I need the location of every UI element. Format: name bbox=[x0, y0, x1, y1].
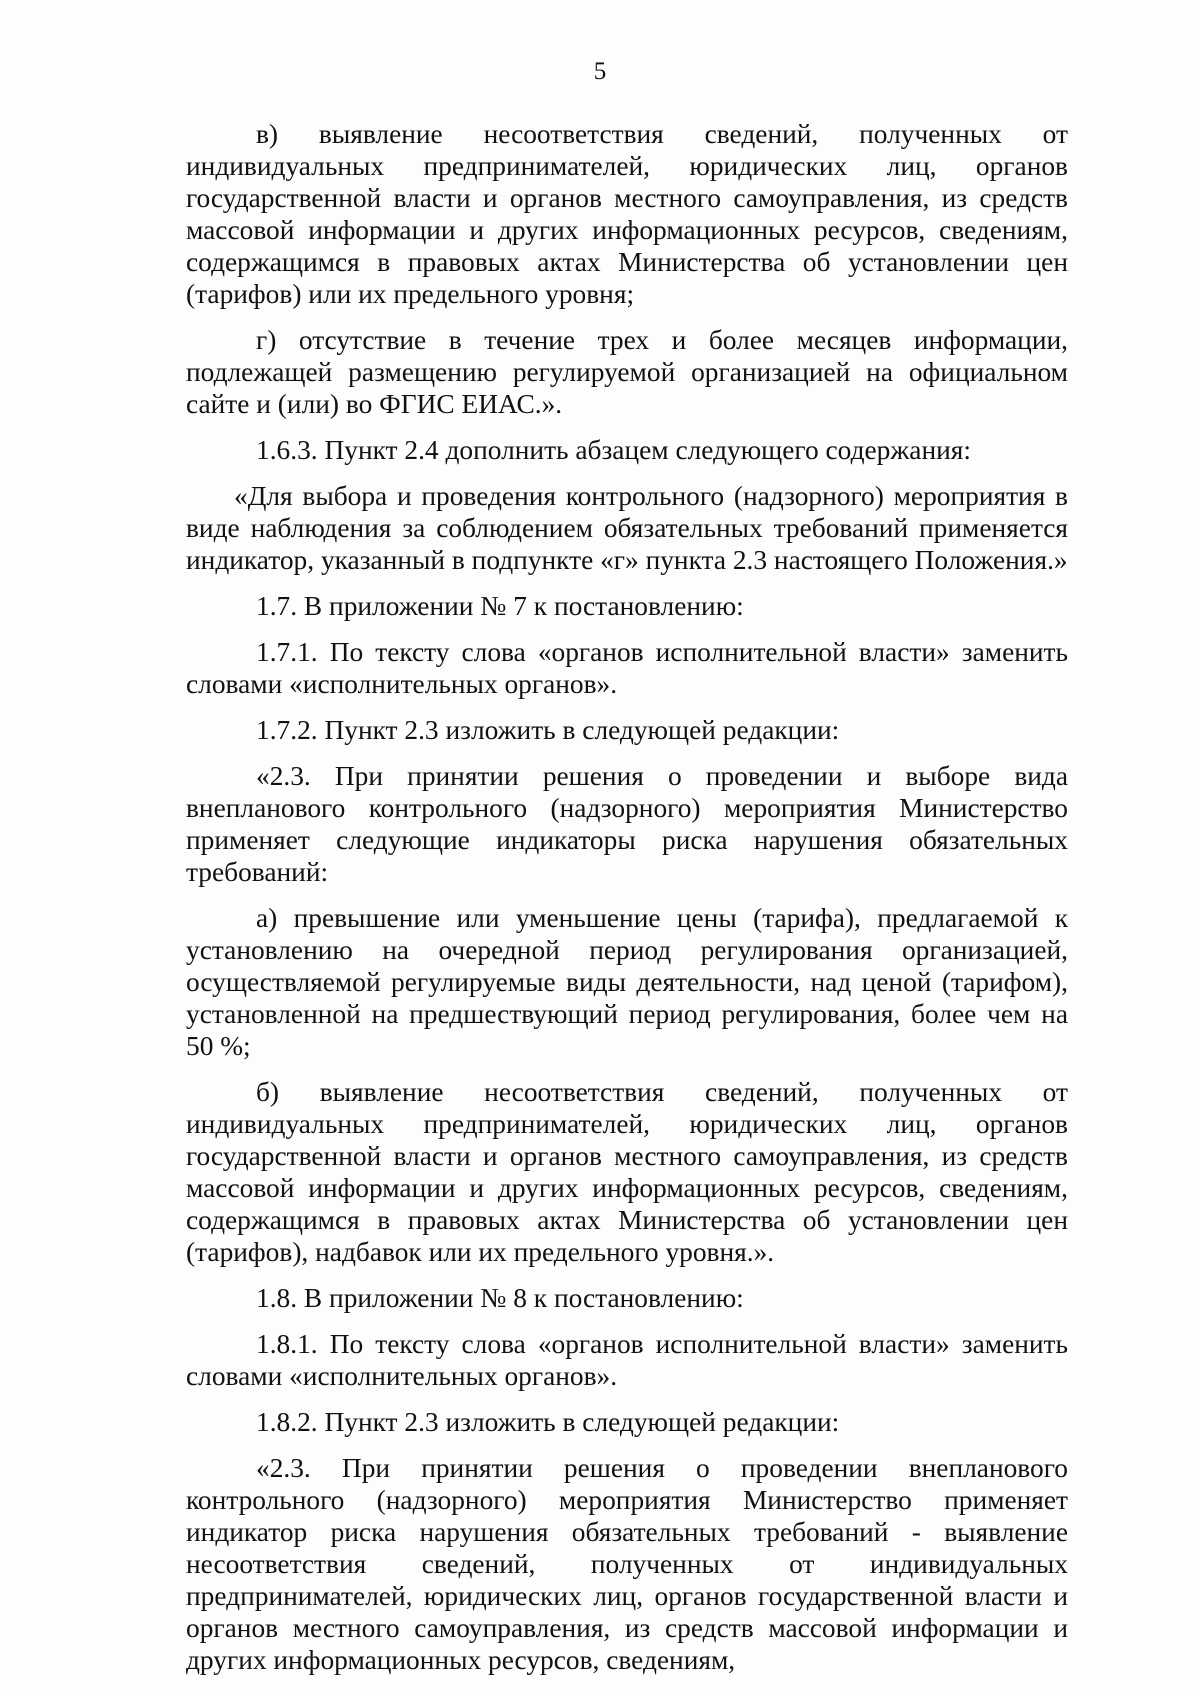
paragraph-quote-2-4: «Для выбора и проведения контрольного (надзорного) мероприятия в виде наблюдения за соблюдением обязательных требований применяется индикатор, указанный в подпункте «г» пункта 2.3 настоящего Положения.» bbox=[186, 481, 1068, 575]
paragraph-1-7-1: 1.7.1. По тексту слова «органов исполнительной власти» заменить словами «исполнительных органов». bbox=[186, 637, 1068, 699]
paragraph-b: б) выявление несоответствия сведений, полученных от индивидуальных предпринимателей, юридических лиц, органов государственной власти и органов местного самоуправления, из средств массовой информации и других информационных ресурсов, сведениям, содержащимся в правовых актах Министерства об установлении цен (тарифов), надбавок или их предельного уровня.». bbox=[186, 1077, 1068, 1267]
paragraph-a: а) превышение или уменьшение цены (тарифа), предлагаемой к установлению на очередной период регулирования организацией, осуществляемой регулируемые виды деятельности, над ценой (тарифом), установленной на предшествующий период регулирования, более чем на 50 %; bbox=[186, 903, 1068, 1061]
paragraph-1-7-2: 1.7.2. Пункт 2.3 изложить в следующей редакции: bbox=[256, 715, 840, 745]
paragraph-1-8-2: 1.8.2. Пункт 2.3 изложить в следующей редакции: bbox=[256, 1407, 840, 1437]
paragraph-1-6-3: 1.6.3. Пункт 2.4 дополнить абзацем следующего содержания: bbox=[256, 435, 971, 465]
paragraph-v: в) выявление несоответствия сведений, полученных от индивидуальных предпринимателей, юридических лиц, органов государственной власти и органов местного самоуправления, из средств массовой информации и других информационных ресурсов, сведениям, содержащимся в правовых актах Министерства об установлении цен (тарифов) или их предельного уровня; bbox=[186, 119, 1068, 309]
document-body bbox=[186, 118, 1068, 1690]
paragraph-quote-2-3-b: «2.3. При принятии решения о проведении внепланового контрольного (надзорного) мероприятия Министерство применяет индикатор риска нарушения обязательных требований - выявление несоответствия сведений, полученных от индивидуальных предпринимателей, юридических лиц, органов государственной власти и органов местного самоуправления, из средств массовой информации и других информационных ресурсов, сведениям, bbox=[186, 1453, 1068, 1675]
page-number: 5 bbox=[593, 58, 607, 85]
paragraph-1-8-1: 1.8.1. По тексту слова «органов исполнительной власти» заменить словами «исполнительных органов». bbox=[186, 1329, 1068, 1391]
paragraph-1-8: 1.8. В приложении № 8 к постановлению: bbox=[256, 1283, 744, 1313]
paragraph-1-7: 1.7. В приложении № 7 к постановлению: bbox=[256, 591, 744, 621]
paragraph-quote-2-3-a: «2.3. При принятии решения о проведении и выборе вида внепланового контрольного (надзорного) мероприятия Министерство применяет следующие индикаторы риска нарушения обязательных требований: bbox=[186, 761, 1068, 887]
paragraph-g: г) отсутствие в течение трех и более месяцев информации, подлежащей размещению регулируемой организацией на официальном сайте и (или) во ФГИС ЕИАС.». bbox=[186, 325, 1068, 419]
